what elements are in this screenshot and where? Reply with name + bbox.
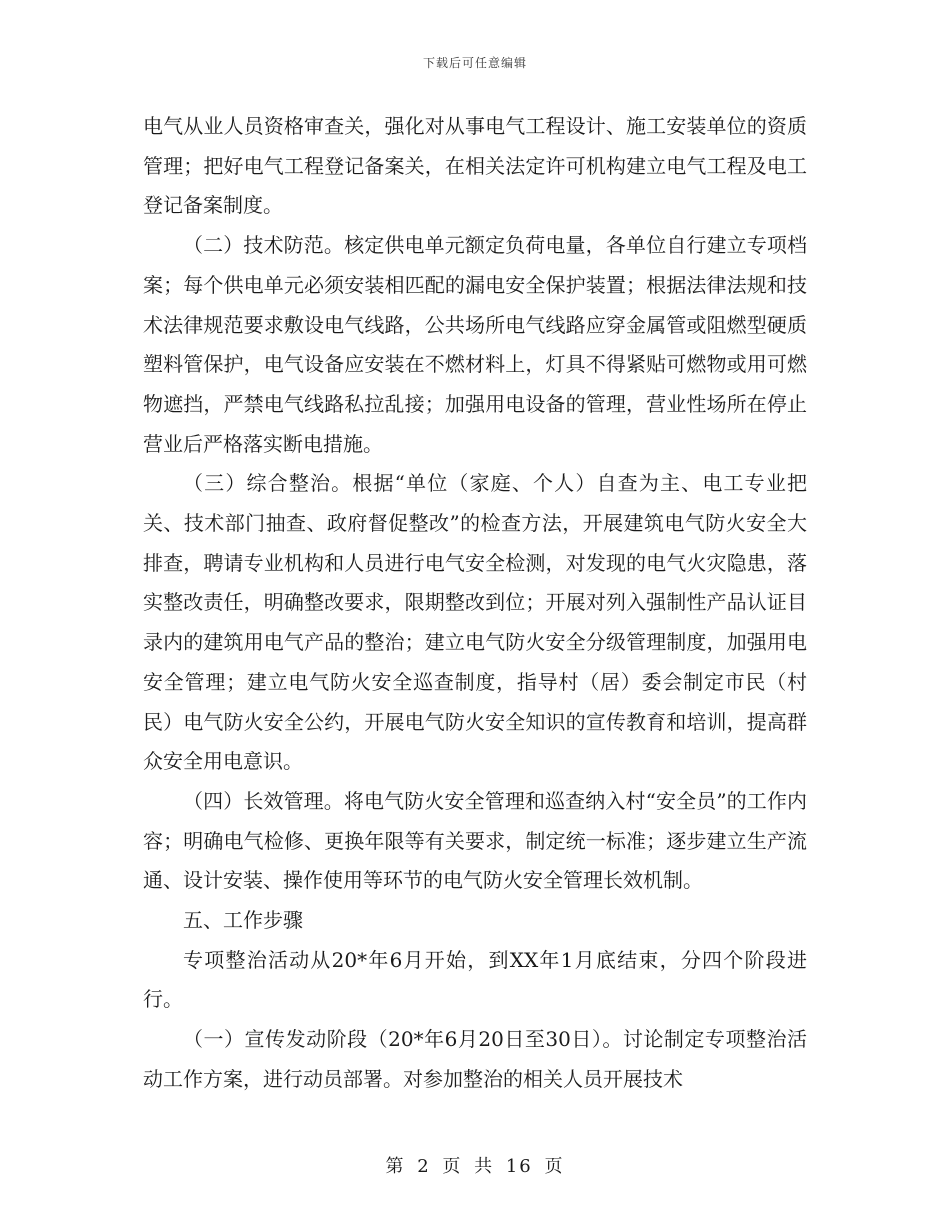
paragraph-long-term-management: （四）长效管理。将电气防火安全管理和巡查纳入村“安全员”的工作内容；明确电气检修、更换年限等有关要求，制定统一标准；逐步建立生产流通、设计安装、操作使用等环节的电气防火安全管理长效机制。	[143, 788, 807, 893]
paragraph-technical-prevention: （二）技术防范。核定供电单元额定负荷电量，各单位自行建立专项档案；每个供电单元必须安装相匹配的漏电安全保护装置；根据法律法规和技术法律规范要求敷设电气线路，公共场所电气线路应穿金属管或阻燃型硬质塑料管保护，电气设备应安装在不燃材料上，灯具不得紧贴可燃物或用可燃物遮挡，严禁电气线路私拉乱接；加强用电设备的管理，营业性场所在停止营业后严格落实断电措施。	[143, 233, 807, 456]
paragraph-publicity-stage: （一）宣传发动阶段（20*年6月20日至30日）。讨论制定专项整治活动工作方案，进行动员部署。对参加整治的相关人员开展技术	[143, 1027, 807, 1091]
paragraph-schedule: 专项整治活动从20*年6月开始，到XX年1月底结束，分四个阶段进行。	[143, 947, 807, 1012]
page-number: 第 2 页 共 16 页	[385, 1156, 565, 1177]
paragraph-comprehensive-rectification: （三）综合整治。根据“单位（家庭、个人）自查为主、电工专业把关、技术部门抽查、政府督促整改”的检查方法，开展建筑电气防火安全大排查，聘请专业机构和人员进行电气安全检测，对发现的电气火灾隐患，落实整改责任，明确整改要求，限期整改到位；开展对列入强制性产品认证目录内的建筑用电气产品的整治；建立电气防火安全分级管理制度，加强用电安全管理；建立电气防火安全巡查制度，指导村（居）委会制定市民（村民）电气防火安全公约，开展电气防火安全知识的宣传教育和培训，提高群众安全用电意识。	[143, 471, 807, 774]
document-body	[143, 107, 807, 1100]
section-heading-work-steps: 五、工作步骤	[183, 908, 303, 933]
paragraph-qualification: 电气从业人员资格审查关，强化对从事电气工程设计、施工安装单位的资质管理；把好电气工程登记备案关，在相关法定许可机构建立电气工程及电工登记备案制度。	[143, 114, 807, 218]
header-note: 下载后可任意编辑	[422, 56, 527, 70]
